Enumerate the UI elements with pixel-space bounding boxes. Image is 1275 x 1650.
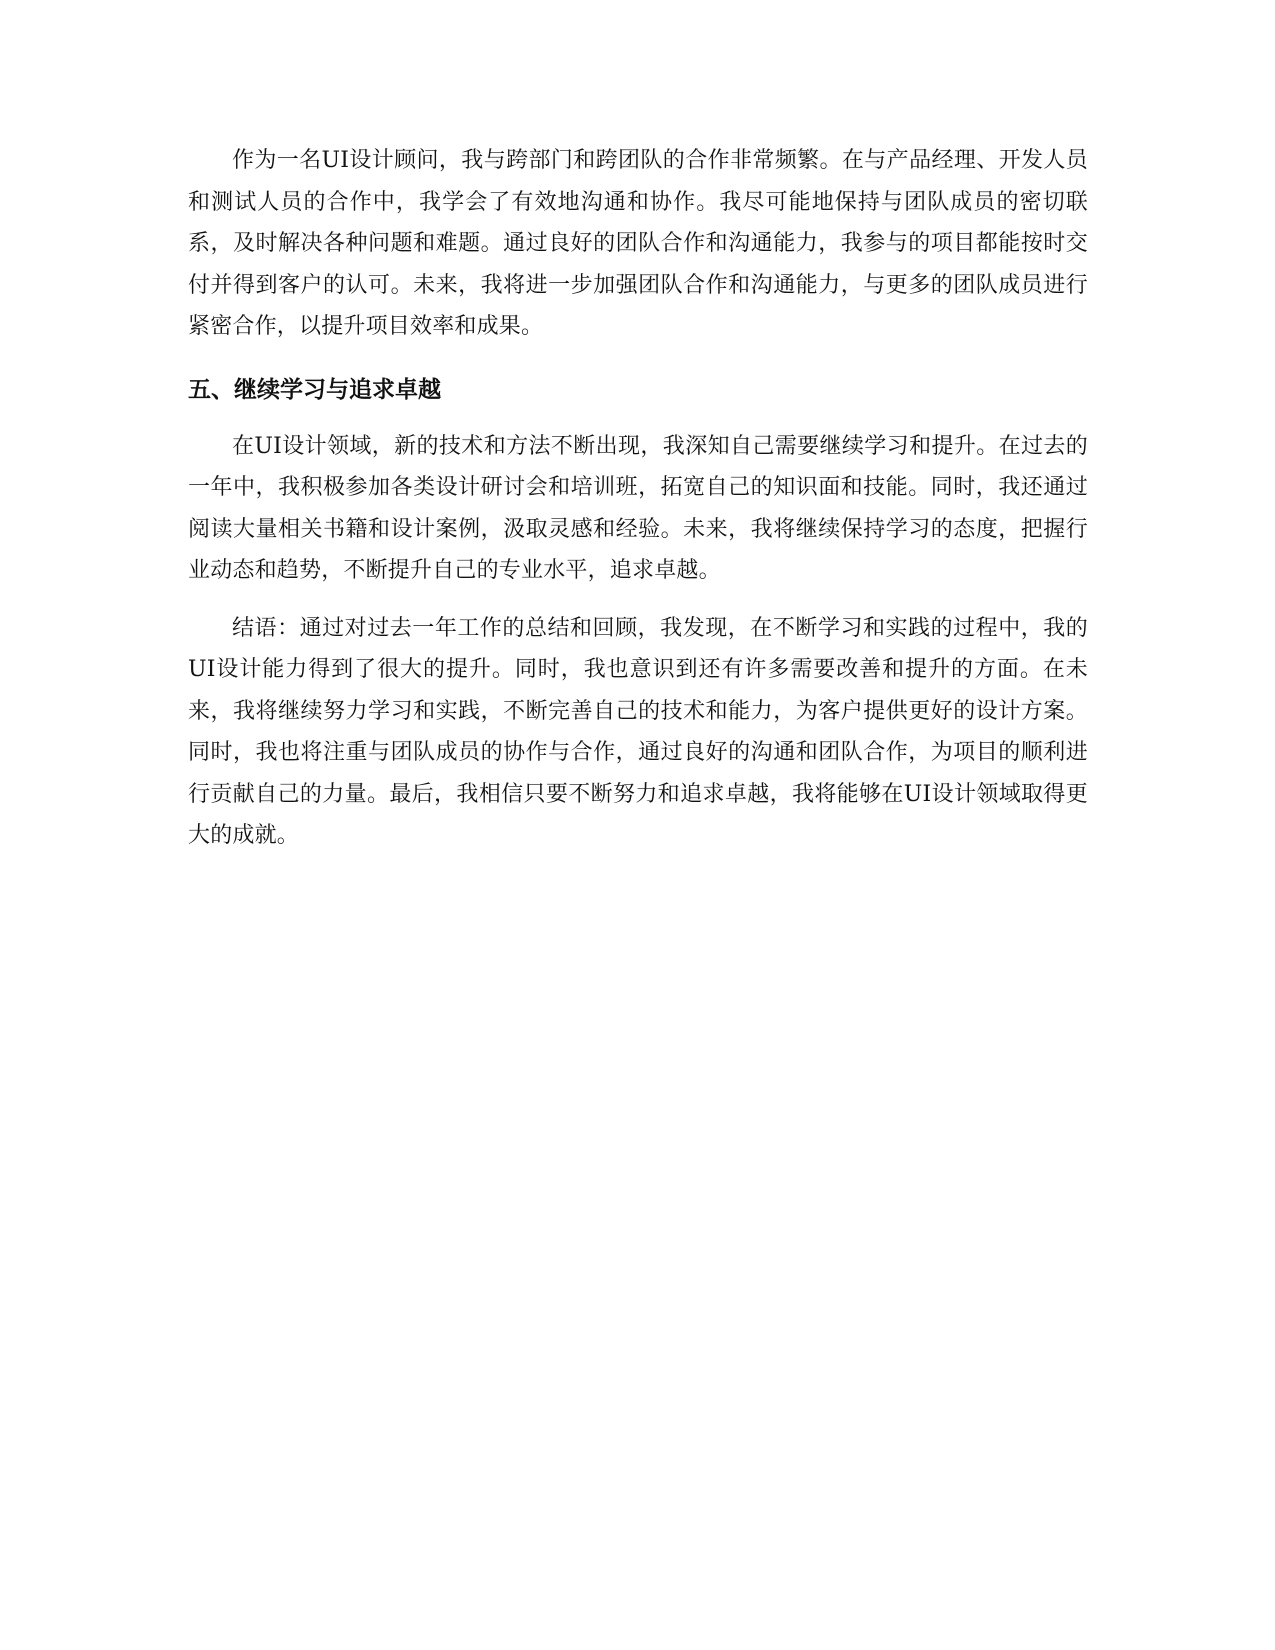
paragraph-teamwork: 作为一名UI设计顾问，我与跨部门和跨团队的合作非常频繁。在与产品经理、开发人员和测试人员的合作中，我学会了有效地沟通和协作。我尽可能地保持与团队成员的密切联系，及时解决各种问题和难题。通过良好的团队合作和沟通能力，我参与的项目都能按时交付并得到客户的认可。未来，我将进一步加强团队合作和沟通能力，与更多的团队成员进行紧密合作，以提升项目效率和成果。 — [188, 148, 1088, 339]
paragraph-learning: 在UI设计领域，新的技术和方法不断出现，我深知自己需要继续学习和提升。在过去的一年中，我积极参加各类设计研讨会和培训班，拓宽自己的知识面和技能。同时，我还通过阅读大量相关书籍和设计案例，汲取灵感和经验。未来，我将继续保持学习的态度，把握行业动态和趋势，不断提升自己的专业水平，追求卓越。 — [188, 433, 1088, 583]
section-heading: 五、继续学习与追求卓越 — [188, 376, 441, 403]
document-body — [188, 140, 1088, 857]
paragraph-conclusion: 结语：通过对过去一年工作的总结和回顾，我发现，在不断学习和实践的过程中，我的UI设计能力得到了很大的提升。同时，我也意识到还有许多需要改善和提升的方面。在未来，我将继续努力学习和实践，不断完善自己的技术和能力，为客户提供更好的设计方案。同时，我也将注重与团队成员的协作与合作，通过良好的沟通和团队合作，为项目的顺利进行贡献自己的力量。最后，我相信只要不断努力和追求卓越，我将能够在UI设计领域取得更大的成就。 — [188, 615, 1088, 848]
